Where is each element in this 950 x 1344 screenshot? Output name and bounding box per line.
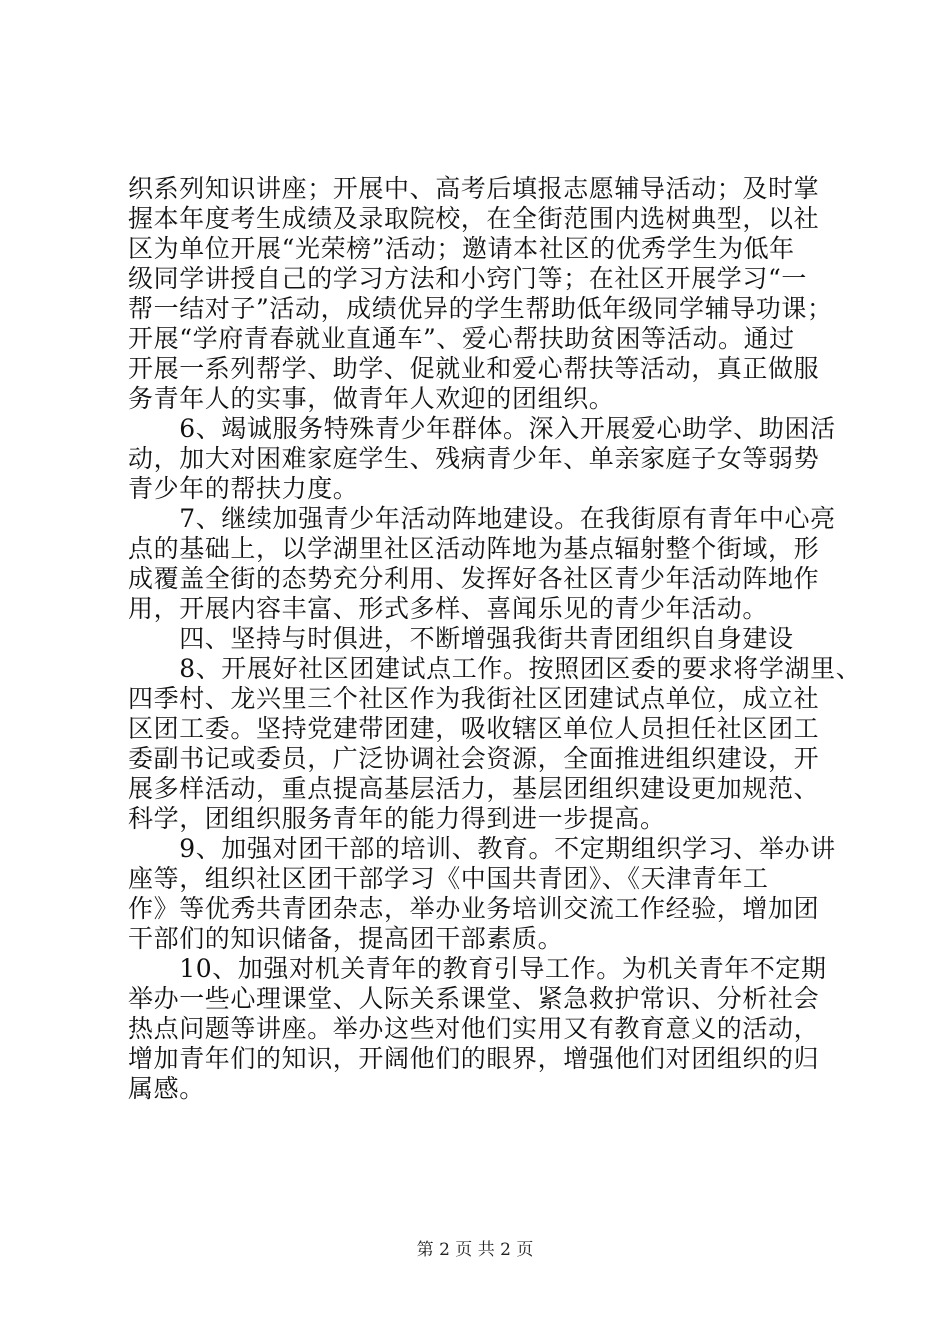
text-line: 座等，组织社区团干部学习《中国共青团》、《天津青年工: [128, 864, 769, 893]
text-line: 10、加强对机关青年的教育引导工作。为机关青年不定期: [128, 954, 827, 983]
text-line: 举办一些心理课堂、人际关系课堂、紧急救护常识、分析社会: [128, 984, 820, 1013]
document-body: [128, 174, 862, 1104]
text-line: 帮一结对子”活动，成绩优异的学生帮助低年级同学辅导功课；: [128, 294, 833, 323]
text-line: 青少年的帮扶力度。: [128, 474, 359, 503]
section-heading: 四、坚持与时俱进，不断增强我街共青团组织自身建设: [128, 624, 794, 653]
text-line: 干部们的知识储备，提高团干部素质。: [128, 924, 564, 953]
text-line: 开展“学府青春就业直通车”、爱心帮扶助贫困等活动。通过: [128, 324, 795, 353]
text-line: 9、加强对团干部的培训、教育。不定期组织学习、举办讲: [128, 834, 836, 863]
text-line: 区为单位开展“光荣榜”活动；邀请本社区的优秀学生为低年: [128, 234, 795, 263]
text-line: 6、竭诚服务特殊青少年群体。深入开展爱心助学、助困活: [128, 414, 836, 443]
text-line: 区团工委。坚持党建带团建，吸收辖区单位人员担任社区团工: [128, 714, 820, 743]
text-line: 科学，团组织服务青年的能力得到进一步提高。: [128, 804, 666, 833]
text-line: 成覆盖全街的态势充分利用、发挥好各社区青少年活动阵地作: [128, 564, 820, 593]
text-line: 点的基础上，以学湖里社区活动阵地为基点辐射整个街域，形: [128, 534, 820, 563]
text-line: 委副书记或委员，广泛协调社会资源，全面推进组织建设，开: [128, 744, 820, 773]
text-line: 增加青年们的知识，开阔他们的眼界，增强他们对团组织的归: [128, 1044, 820, 1073]
text-line: 作》等优秀共青团杂志，举办业务培训交流工作经验，增加团: [128, 894, 820, 923]
text-line: 7、继续加强青少年活动阵地建设。在我街原有青年中心亮: [128, 504, 836, 533]
text-line: 用，开展内容丰富、形式多样、喜闻乐见的青少年活动。: [128, 594, 769, 623]
text-line: 四季村、龙兴里三个社区作为我街社区团建试点单位，成立社: [128, 684, 820, 713]
page-number-footer: 第 2 页 共 2 页: [416, 1240, 534, 1260]
text-line: 握本年度考生成绩及录取院校，在全街范围内选树典型，以社: [128, 204, 820, 233]
text-line: 开展一系列帮学、助学、促就业和爱心帮扶等活动，真正做服: [128, 354, 820, 383]
text-line: 级同学讲授自己的学习方法和小窍门等；在社区开展学习“一: [128, 264, 807, 293]
text-line: 热点问题等讲座。举办这些对他们实用又有教育意义的活动，: [128, 1014, 820, 1043]
text-line: 展多样活动，重点提高基层活力，基层团组织建设更加规范、: [128, 774, 820, 803]
text-line: 属感。: [128, 1074, 205, 1103]
text-line: 动，加大对困难家庭学生、残病青少年、单亲家庭子女等弱势: [128, 444, 820, 473]
text-line: 8、开展好社区团建试点工作。按照团区委的要求将学湖里、: [128, 654, 862, 683]
text-line: 务青年人的实事，做青年人欢迎的团组织。: [128, 384, 615, 413]
text-line: 织系列知识讲座；开展中、高考后填报志愿辅导活动；及时掌: [128, 174, 820, 203]
